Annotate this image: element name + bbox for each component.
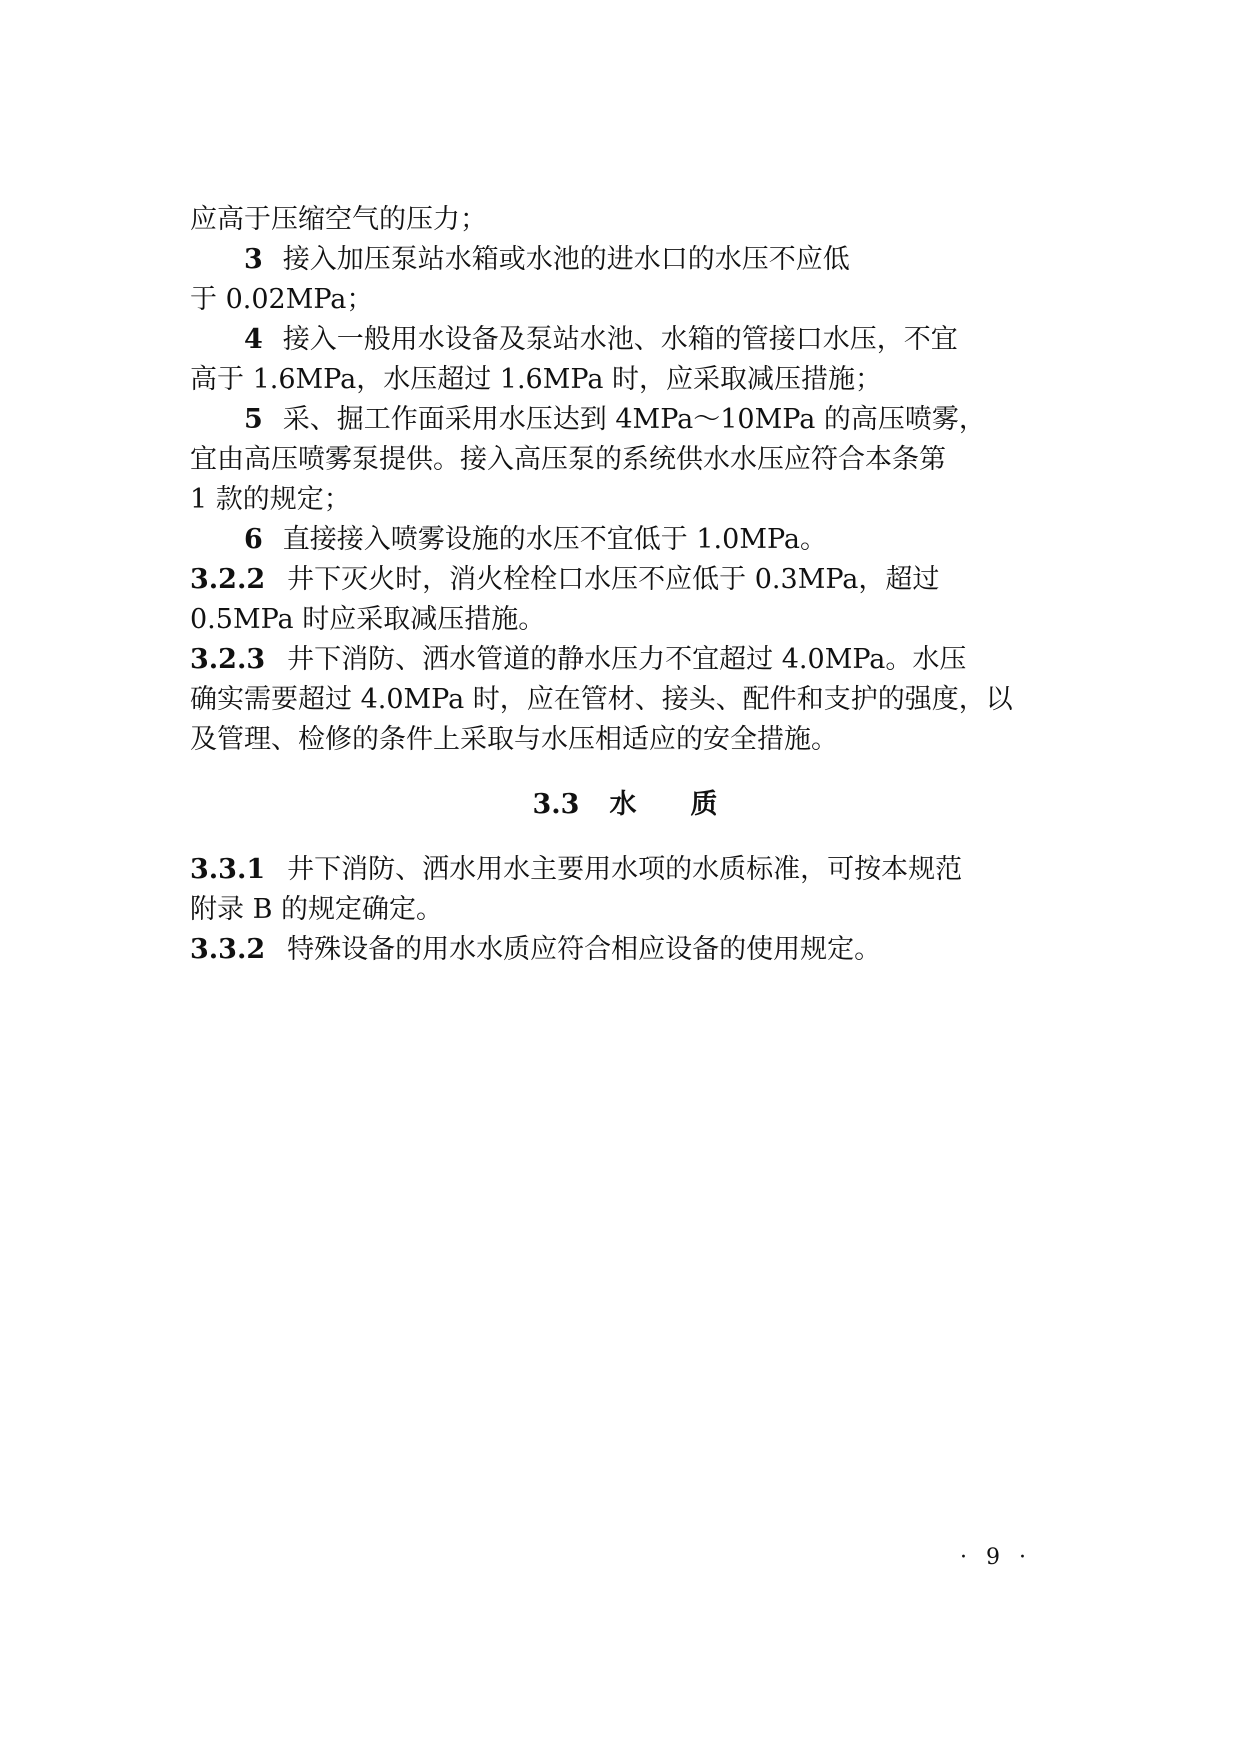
text-line: 高于 1.6MPa，水压超过 1.6MPa 时，应采取减压措施； [190,364,883,395]
clause-number: 3.2.3 [190,644,266,675]
text-line: 1 款的规定； [190,484,351,515]
text-line: 附录 B 的规定确定。 [190,894,444,925]
section-number: 3.3 [532,789,580,820]
item-number: 4 [244,324,263,355]
clause-number: 3.2.2 [190,564,266,595]
text-line: 0.5MPa 时应采取减压措施。 [190,604,546,635]
clause-text: 井下消防、洒水管道的静水压力不宜超过 4.0MPa。水压 [287,644,967,675]
clause-text: 特殊设备的用水水质应符合相应设备的使用规定。 [287,934,882,965]
clause-3-3-1 [190,850,1060,890]
item-number: 3 [244,244,263,275]
text-line: 宜由高压喷雾泵提供。接入高压泵的系统供水水压应符合本条第 [190,444,946,475]
clause-text: 井下灭火时，消火栓栓口水压不应低于 0.3MPa，超过 [287,564,940,595]
clause-3-2-2 [190,560,1060,600]
item-text: 采、掘工作面采用水压达到 4MPa～10MPa 的高压喷雾， [282,404,986,435]
text-line: 于 0.02MPa； [190,284,374,315]
section-title: 水 质 [609,789,718,820]
text-line: 及管理、检修的条件上采取与水压相适应的安全措施。 [190,724,838,755]
body-text [190,200,1060,970]
list-item-4 [190,320,1060,360]
text-line: 应高于压缩空气的压力； [190,204,487,235]
clause-3-3-2 [190,930,1060,970]
item-text: 接入一般用水设备及泵站水池、水箱的管接口水压，不宜 [282,324,958,355]
item-text: 直接接入喷雾设施的水压不宜低于 1.0MPa。 [282,524,828,555]
list-item-3 [190,240,1060,280]
page-number: · 9 · [960,1545,1032,1570]
list-item-5 [190,400,1060,440]
section-heading [190,785,1060,825]
list-item-6 [190,520,1060,560]
item-number: 6 [244,524,263,555]
clause-number: 3.3.2 [190,934,266,965]
item-number: 5 [244,404,263,435]
clause-3-2-3 [190,640,1060,680]
item-text: 接入加压泵站水箱或水池的进水口的水压不应低 [282,244,850,275]
clause-number: 3.3.1 [190,854,266,885]
text-line: 确实需要超过 4.0MPa 时，应在管材、接头、配件和支护的强度，以 [190,684,1013,715]
clause-text: 井下消防、洒水用水主要用水项的水质标准，可按本规范 [287,854,963,885]
